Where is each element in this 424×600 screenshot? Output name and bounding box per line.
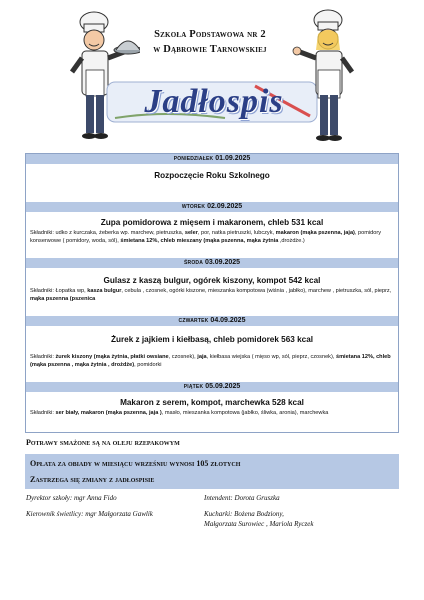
payment-amount: Opłata za obiady w miesiącu wrześniu wynosi 105 złotych — [30, 459, 241, 468]
fried-food-note: Potrawy smażone są na oleju rzepakowym — [26, 438, 180, 447]
ingredients-thursday: Składniki: żurek kiszony (mąka żytnia, płatki owsiane, czosnek), jaja, kiełbasa wiejska ( mięso wp, sól, pieprz, czosnek), śmietana 12%, chleb (mąka pszenna , mąka żytnia , drożdże), pomidorki — [30, 354, 391, 368]
school-director: Dyrektor szkoły: mgr Anna Fido — [26, 494, 117, 502]
cooks-line2: Małgorzata Surowiec , Mariola Ryczek — [204, 520, 314, 528]
intendent: Intendent: Dorota Gruszka — [204, 494, 280, 502]
day-name: wtorek — [181, 203, 206, 210]
ingredients-wednesday: Składniki: Łopatka wp, kasza bulgur, cebula , czosnek, ogórki kiszone, mieszanka kompotowa (wiśnia , jabłko), marchew , pietruszka, sól, pieprz, mąka pszenna (pszenica — [30, 288, 392, 302]
menu-table — [25, 153, 399, 433]
day-header-tuesday — [26, 202, 398, 212]
dish-tuesday: Zupa pomidorowa z mięsem i makaronem, chleb 531 kcal — [100, 218, 324, 227]
day-date: 05.09.2025 — [205, 383, 241, 390]
school-name-line2: w Dąbrowie Tarnowskiej — [153, 44, 267, 55]
chef-woman-illustration — [282, 8, 362, 148]
afterschool-manager: Kierownik świetlicy: mgr Małgorzata Gawlik — [26, 510, 153, 518]
day-name: piątek — [183, 383, 204, 390]
changes-reserved: Zastrzega się zmiany z jadłospisie — [30, 475, 155, 484]
day-header-wednesday — [26, 258, 398, 268]
day-date: 02.09.2025 — [207, 203, 243, 210]
school-name — [120, 27, 300, 57]
ingredients-tuesday: Składniki: udko z kurczaka, żeberka wp. marchew, pietruszka, seler, por, natka pietruszki, lubczyk, makaron (mąka pszenna, jaja), pomidory konserwowe ( pomidory, woda, sól), śmietana 12%, chleb mieszany (mąka pszenna, mąka żytnia ,drożdże.) — [30, 230, 382, 244]
dish-monday: Rozpoczęcie Roku Szkolnego — [154, 171, 270, 180]
day-name: środa — [183, 259, 204, 266]
payment-box — [25, 454, 399, 489]
cooks-line1: Kucharki: Bożena Bodziony, — [204, 510, 284, 518]
day-date: 01.09.2025 — [215, 155, 251, 162]
header — [0, 0, 424, 150]
ingredients-friday: Składniki: ser biały, makaron (mąka pszenna, jaja ), masło, mieszanka kompotowa (jabłko, śliwka, aronia), marchewka — [30, 410, 329, 416]
school-name-line1: Szkoła Podstawowa nr 2 — [154, 29, 266, 40]
day-name: poniedziałek — [173, 155, 214, 162]
banner-title: Jadłospis — [144, 83, 284, 120]
day-header-friday — [26, 382, 398, 392]
dish-thursday: Żurek z jajkiem i kiełbasą, chleb pomidorek 563 kcal — [110, 335, 314, 344]
dish-friday: Makaron z serem, kompot, marchewka 528 kcal — [120, 398, 304, 407]
day-name: czwartek — [178, 317, 209, 324]
day-header-thursday — [26, 316, 398, 326]
day-header-monday — [26, 154, 398, 164]
day-date: 04.09.2025 — [210, 317, 246, 324]
day-date: 03.09.2025 — [204, 259, 241, 266]
dish-wednesday: Gulasz z kaszą bulgur, ogórek kiszony, kompot 542 kcal — [103, 276, 321, 285]
